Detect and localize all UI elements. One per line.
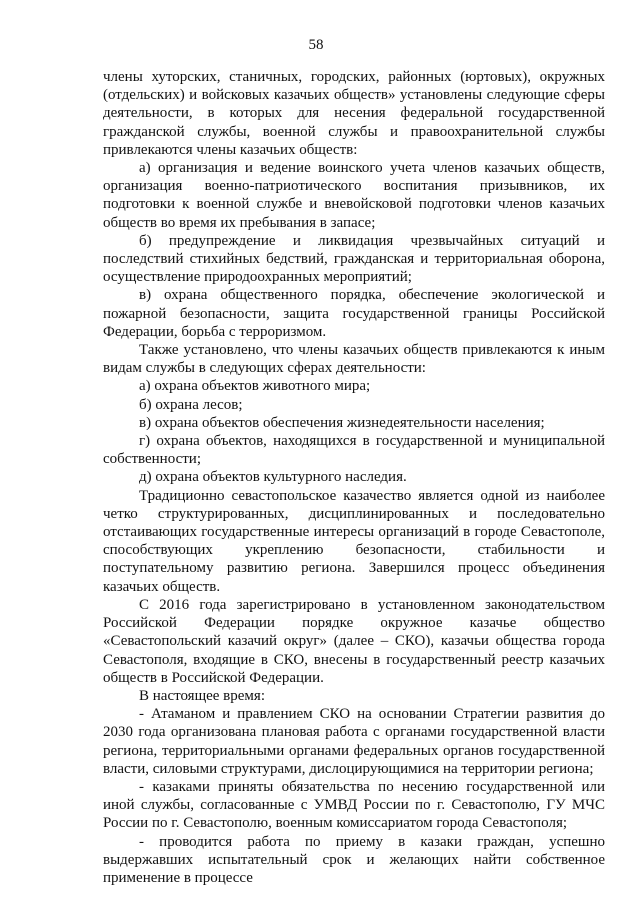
- paragraph-service-spheres-intro: члены хуторских, станичных, городских, районных (юртовых), окружных (отдельских) и войсковых казачьих обществ» установлены следующие сферы деятельности, в которых для несения федеральной государственной гражданской службы, военной службы и правоохранительной службы привлекаются члены казачьих обществ:: [103, 69, 605, 158]
- list-item-forest-protection: б) охрана лесов;: [139, 396, 243, 413]
- page-number: 58: [308, 37, 324, 53]
- list-item-property-protection: г) охрана объектов, находящихся в государственной и муниципальной собственности;: [103, 433, 605, 468]
- list-item-cultural-heritage: д) охрана объектов культурного наследия.: [139, 469, 407, 486]
- list-item-emergency-prevention: б) предупреждение и ликвидация чрезвычайных ситуаций и последствий стихийных бедствий, гражданская и территориальная оборона, осуществление природоохранных мероприятий;: [103, 232, 605, 286]
- paragraph-other-service-intro: Также установлено, что члены казачьих обществ привлекаются к иным видам службы в следующих сферах деятельности:: [103, 342, 605, 377]
- bullet-recruitment: - проводится работа по приему в казаки граждан, успешно выдержавших испытательный срок и желающих найти собственное применение в процессе: [103, 833, 605, 886]
- paragraph-current-state-intro: В настоящее время:: [139, 687, 265, 704]
- paragraph-sko-registration: С 2016 года зарегистрировано в установленном законодательством Российской Федерации порядке окружное казачье общество «Севастопольский казачий округ» (далее – СКО), казачьи общества города Севастополя, входящие в СКО, внесены в государственный реестр казачьих обществ в Российской Федерации.: [103, 596, 605, 686]
- bullet-service-obligations: - казаками приняты обязательства по несению государственной или иной службы, согласованные с УМВД России по г. Севастополю, ГУ МЧС России по г. Севастополю, военным комиссариатом города Севастополя;: [103, 778, 605, 832]
- paragraph-sevastopol-cossacks: Традиционно севастопольское казачество является одной из наиболее четко структурированных, дисциплинированных и последовательно отстаивающих государственные интересы организаций в городе Севастополе, способствующих укреплению безопасности, стабильности и поступательному развитию региона. Завершился процесс объединения казачьих обществ.: [103, 487, 605, 595]
- list-item-public-order: в) охрана общественного порядка, обеспечение экологической и пожарной безопасности, защита государственной границы Российской Федерации, борьба с терроризмом.: [103, 287, 605, 340]
- list-item-military-registration: а) организация и ведение воинского учета членов казачьих обществ, организация военно-патриотического воспитания призывников, их подготовки к военной службе и вневойсковой подготовки членов казачьих обществ во время их пребывания в запасе;: [103, 160, 605, 231]
- bullet-ataman-planning: - Атаманом и правлением СКО на основании Стратегии развития до 2030 года организована плановая работа с органами государственной власти региона, территориальными органами федеральных органов государственной власти, силовыми структурами, дислоцирующимися на территории региона;: [103, 706, 605, 777]
- document-body: [103, 68, 605, 887]
- list-item-wildlife-protection: а) охрана объектов животного мира;: [139, 378, 371, 395]
- list-item-life-support-protection: в) охрана объектов обеспечения жизнедеятельности населения;: [139, 414, 545, 431]
